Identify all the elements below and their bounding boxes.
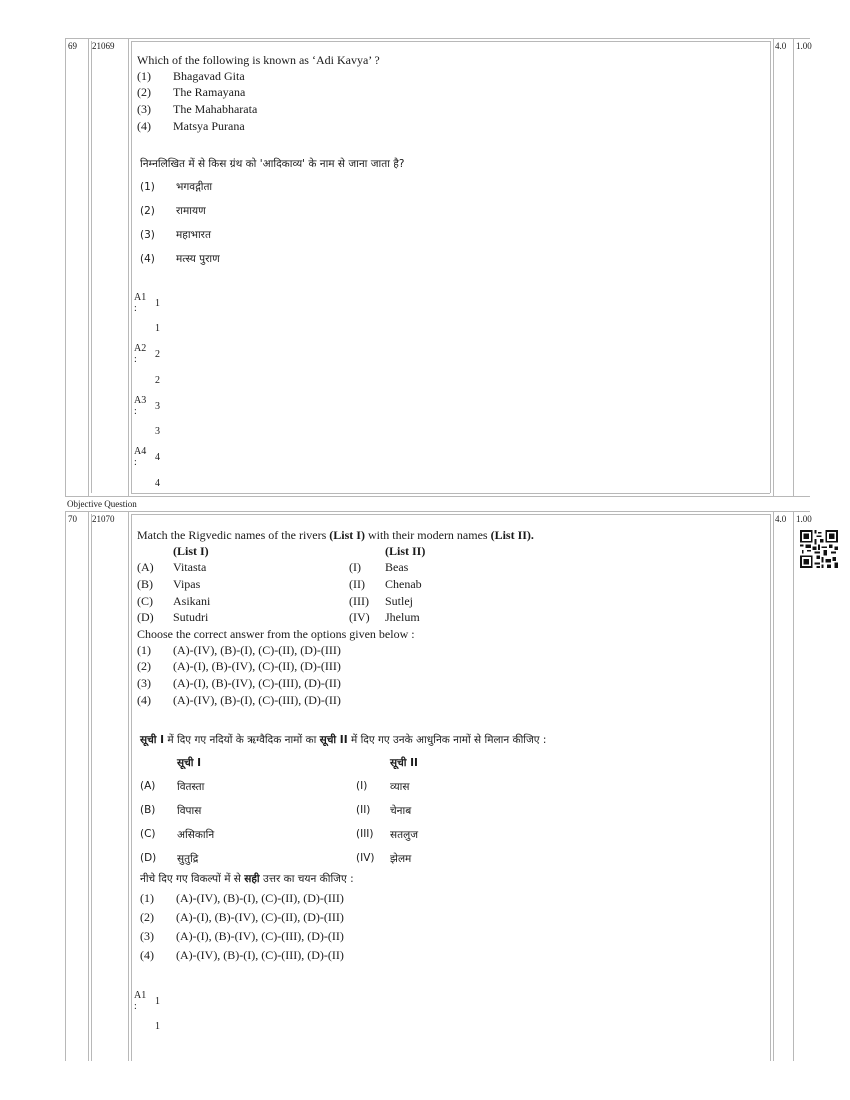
list-1-item: Vipas xyxy=(173,577,201,591)
question-marks: 4.0 xyxy=(775,41,787,51)
list-2-key: (III) xyxy=(349,594,369,608)
instruction-text-hi xyxy=(140,872,354,886)
answer-value: 3 xyxy=(155,401,160,412)
match-list-hi xyxy=(140,756,540,866)
option-row xyxy=(137,84,245,100)
option-number: (3) xyxy=(137,102,151,116)
option-text: The Mahabharata xyxy=(173,102,258,116)
question-negative-marks: 1.00 xyxy=(796,514,812,524)
answer-value: 1 xyxy=(155,1021,160,1032)
list-2-item: चेनाब xyxy=(390,805,412,817)
list-1-item: Vitasta xyxy=(173,560,207,574)
question-text-hi: निम्नलिखित में से किस ग्रंथ को 'आदिकाव्य' के नाम से जाना जाता है? xyxy=(140,158,405,170)
option-row xyxy=(140,909,344,925)
option-row xyxy=(137,692,341,708)
grid-line xyxy=(773,511,774,1061)
option-text: (A)-(IV), (B)-(I), (C)-(III), (D)-(II) xyxy=(176,948,344,962)
option-number: (1) xyxy=(137,643,151,657)
list-2-item: Beas xyxy=(385,560,409,574)
option-list-hi xyxy=(140,890,540,960)
list-2-item: Chenab xyxy=(385,577,422,591)
answer-colon: : xyxy=(134,303,137,314)
grid-line xyxy=(793,511,794,1061)
list-1-item: Sutudri xyxy=(173,610,209,624)
answer-value: 1 xyxy=(155,323,160,334)
option-row xyxy=(137,68,245,84)
list-2-key: (IV) xyxy=(349,610,370,624)
answer-label: A1 xyxy=(134,292,147,303)
list-2-item: Sutlej xyxy=(385,594,414,608)
grid-line xyxy=(65,38,810,39)
option-number: (1) xyxy=(140,181,155,193)
question-text-en xyxy=(137,527,534,543)
list-2-key: (III) xyxy=(356,828,374,840)
option-row xyxy=(140,228,211,242)
option-number: (1) xyxy=(137,69,151,83)
option-number: (2) xyxy=(137,85,151,99)
answer-label: A4 xyxy=(134,446,147,457)
grid-line xyxy=(91,514,92,1061)
list-2-key: (II) xyxy=(356,804,371,816)
option-number: (2) xyxy=(140,205,155,217)
option-list-hi xyxy=(140,180,440,270)
option-number: (3) xyxy=(137,676,151,690)
option-number: (3) xyxy=(140,229,155,241)
list-1-key: (D) xyxy=(137,610,154,624)
option-text: (A)-(I), (B)-(IV), (C)-(II), (D)-(III) xyxy=(173,659,341,673)
option-row xyxy=(140,928,344,944)
grid-line xyxy=(793,38,794,496)
answer-colon: : xyxy=(134,354,137,365)
option-text: The Ramayana xyxy=(173,85,246,99)
list-1-key: (D) xyxy=(140,852,157,864)
question-marks: 4.0 xyxy=(775,514,787,524)
option-number: (4) xyxy=(137,119,151,133)
option-number: (3) xyxy=(140,929,154,943)
option-row xyxy=(137,101,257,117)
list-2-key: (I) xyxy=(349,560,361,574)
grid-line xyxy=(65,38,66,496)
answer-colon: : xyxy=(134,457,137,468)
option-number: (4) xyxy=(140,948,154,962)
option-text: (A)-(IV), (B)-(I), (C)-(III), (D)-(II) xyxy=(173,693,341,707)
answer-colon: : xyxy=(134,1001,137,1012)
instruction-part: नीचे दिए गए विकल्पों में से xyxy=(140,873,245,885)
question-text-en: Which of the following is known as ‘Adi Kavya’ ? xyxy=(137,53,380,67)
list-1-item: वितस्ता xyxy=(177,781,205,793)
option-text: (A)-(I), (B)-(IV), (C)-(III), (D)-(II) xyxy=(176,929,344,943)
grid-line xyxy=(131,514,770,515)
answer-value: 1 xyxy=(155,298,160,309)
option-text: महाभारत xyxy=(176,229,211,241)
option-row xyxy=(137,675,341,691)
question-text-part: (List I) xyxy=(329,528,365,542)
option-list-en xyxy=(137,642,537,708)
option-text: Matsya Purana xyxy=(173,119,245,133)
option-number: (4) xyxy=(140,253,155,265)
grid-line xyxy=(128,511,129,1061)
question-text-part: सूची I xyxy=(140,734,165,746)
list-2-item: सतलुज xyxy=(390,829,418,841)
list-1-heading: (List I) xyxy=(173,544,209,558)
list-2-heading: (List II) xyxy=(385,544,426,558)
list-1-key: (C) xyxy=(137,594,153,608)
list-2-item: व्यास xyxy=(390,781,410,793)
grid-line xyxy=(770,514,771,1061)
option-list-en xyxy=(137,68,437,134)
option-number: (2) xyxy=(140,910,154,924)
option-text: मत्स्य पुराण xyxy=(176,253,220,265)
question-id: 21070 xyxy=(92,514,115,524)
answer-label: A2 xyxy=(134,343,147,354)
answer-label: A1 xyxy=(134,990,147,1001)
option-number: (2) xyxy=(137,659,151,673)
instruction-part: सही xyxy=(244,873,260,885)
grid-line xyxy=(128,38,129,496)
option-row xyxy=(140,252,220,266)
list-1-item: Asikani xyxy=(173,594,211,608)
option-text: (A)-(I), (B)-(IV), (C)-(III), (D)-(II) xyxy=(173,676,341,690)
option-row xyxy=(137,658,341,674)
grid-line xyxy=(131,493,770,494)
answer-value: 2 xyxy=(155,375,160,386)
question-id: 21069 xyxy=(92,41,115,51)
answer-value: 4 xyxy=(155,478,160,489)
answer-value: 2 xyxy=(155,349,160,360)
list-2-key: (I) xyxy=(356,780,368,792)
list-2-item: Jhelum xyxy=(385,610,420,624)
option-row xyxy=(137,642,341,658)
option-text: (A)-(IV), (B)-(I), (C)-(II), (D)-(III) xyxy=(173,643,341,657)
question-text-part: में दिए गए उनके आधुनिक नामों से मिलान कीजिए : xyxy=(347,734,547,746)
list-2-item: झेलम xyxy=(390,853,412,865)
option-text: Bhagavad Gita xyxy=(173,69,245,83)
question-text-part: (List II). xyxy=(490,528,534,542)
question-text-part: में दिए गए नदियों के ऋग्वैदिक नामों का xyxy=(164,734,320,746)
option-row xyxy=(140,204,206,218)
section-label: Objective Question xyxy=(67,499,137,509)
question-text-hi xyxy=(140,733,546,747)
option-row xyxy=(140,947,344,963)
grid-line xyxy=(88,511,89,1061)
option-number: (1) xyxy=(140,891,154,905)
grid-line xyxy=(65,511,66,1061)
option-text: (A)-(I), (B)-(IV), (C)-(II), (D)-(III) xyxy=(176,910,344,924)
qr-code-icon xyxy=(800,530,838,568)
grid-line xyxy=(131,41,132,493)
answer-value: 4 xyxy=(155,452,160,463)
grid-line xyxy=(65,496,810,497)
grid-line xyxy=(65,511,810,512)
list-2-heading: सूची II xyxy=(390,757,418,769)
match-list-en xyxy=(137,543,537,627)
list-1-item: विपास xyxy=(177,805,202,817)
option-row xyxy=(140,890,344,906)
option-text: भगवद्गीता xyxy=(176,181,213,193)
question-serial: 70 xyxy=(68,514,77,524)
list-1-key: (C) xyxy=(140,828,156,840)
grid-line xyxy=(131,41,770,42)
list-1-item: असिकानि xyxy=(177,829,215,841)
list-2-key: (II) xyxy=(349,577,365,591)
option-text: रामायण xyxy=(176,205,206,217)
instruction-text-en: Choose the correct answer from the options given below : xyxy=(137,627,415,641)
option-row xyxy=(137,118,245,134)
option-row xyxy=(140,180,212,194)
question-serial: 69 xyxy=(68,41,77,51)
option-number: (4) xyxy=(137,693,151,707)
question-text-part: Match the Rigvedic names of the rivers xyxy=(137,528,330,542)
grid-line xyxy=(131,514,132,1061)
list-1-key: (B) xyxy=(140,804,156,816)
grid-line xyxy=(773,38,774,496)
answer-value: 1 xyxy=(155,996,160,1007)
answer-colon: : xyxy=(134,406,137,417)
list-1-heading: सूची I xyxy=(177,757,202,769)
question-negative-marks: 1.00 xyxy=(796,41,812,51)
grid-line xyxy=(770,41,771,493)
grid-line xyxy=(88,38,89,496)
list-1-item: सुतुद्रि xyxy=(177,853,199,865)
question-text-part: सूची II xyxy=(319,734,348,746)
list-2-key: (IV) xyxy=(356,852,375,864)
question-text-part: with their modern names xyxy=(364,528,491,542)
grid-line xyxy=(91,41,92,493)
list-1-key: (B) xyxy=(137,577,153,591)
option-text: (A)-(IV), (B)-(I), (C)-(II), (D)-(III) xyxy=(176,891,344,905)
answer-label: A3 xyxy=(134,395,147,406)
list-1-key: (A) xyxy=(137,560,154,574)
instruction-part: उत्तर का चयन कीजिए : xyxy=(259,873,354,885)
answer-value: 3 xyxy=(155,426,160,437)
list-1-key: (A) xyxy=(140,780,156,792)
